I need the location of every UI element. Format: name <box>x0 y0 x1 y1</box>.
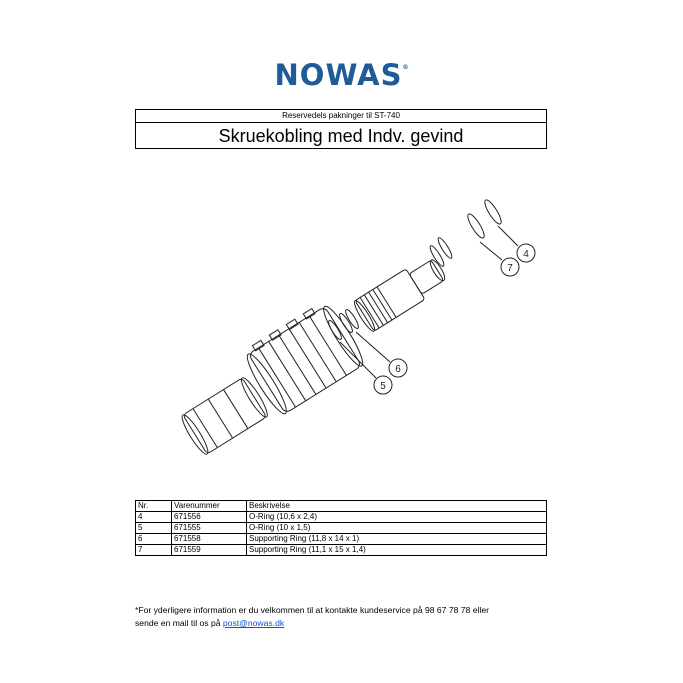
table-row <box>136 523 547 534</box>
contact-line-2-prefix: sende en mail til os på <box>135 618 223 628</box>
cell-beskrivelse: O-Ring (10 x 1,5) <box>247 523 547 534</box>
table-row <box>136 512 547 523</box>
cell-nr: 5 <box>136 523 172 534</box>
ring-6 <box>338 308 361 334</box>
threaded-nipple <box>352 253 451 333</box>
page-title: Skruekobling med Indv. gevind <box>218 126 464 146</box>
title-box <box>135 109 547 149</box>
cell-nr: 4 <box>136 512 172 523</box>
table-header-row <box>136 501 547 512</box>
ring-7 <box>465 212 487 240</box>
ring-4 <box>482 198 504 226</box>
contact-note <box>135 604 575 630</box>
union-nut <box>240 299 368 418</box>
header-nr: Nr. <box>136 501 172 512</box>
header-beskrivelse: Beskrivelse <box>247 501 547 512</box>
cell-nr: 6 <box>136 534 172 545</box>
cell-varenummer: 671558 <box>172 534 247 545</box>
callout-label-7: 7 <box>507 263 513 274</box>
callout-label-5: 5 <box>380 381 386 392</box>
logo-text: NOWAS <box>274 58 403 92</box>
table-row <box>136 545 547 556</box>
page-subtitle: Reservedels pakninger til ST-740 <box>136 110 546 123</box>
table-row <box>136 534 547 545</box>
header-varenummer: Varenummer <box>172 501 247 512</box>
cell-varenummer: 671559 <box>172 545 247 556</box>
cell-beskrivelse: O-Ring (10,6 x 2,4) <box>247 512 547 523</box>
cell-varenummer: 671555 <box>172 523 247 534</box>
contact-line-1: *For yderligere information er du velkommen til at kontakte kundeservice på 98 67 78 78 eller <box>135 605 489 615</box>
callout-label-4: 4 <box>523 249 529 260</box>
cell-beskrivelse: Supporting Ring (11,8 x 14 x 1) <box>247 534 547 545</box>
cell-varenummer: 671556 <box>172 512 247 523</box>
coupling-sleeve <box>180 375 271 456</box>
cell-beskrivelse: Supporting Ring (11,1 x 15 x 1,4) <box>247 545 547 556</box>
parts-table <box>135 500 547 556</box>
callout-label-6: 6 <box>395 364 401 375</box>
brand-logo <box>0 58 683 92</box>
registered-mark: ® <box>402 64 409 71</box>
contact-line-2 <box>135 617 575 630</box>
cell-nr: 7 <box>136 545 172 556</box>
exploded-view-drawing <box>180 190 550 460</box>
email-link[interactable]: post@nowas.dk <box>222 618 285 628</box>
